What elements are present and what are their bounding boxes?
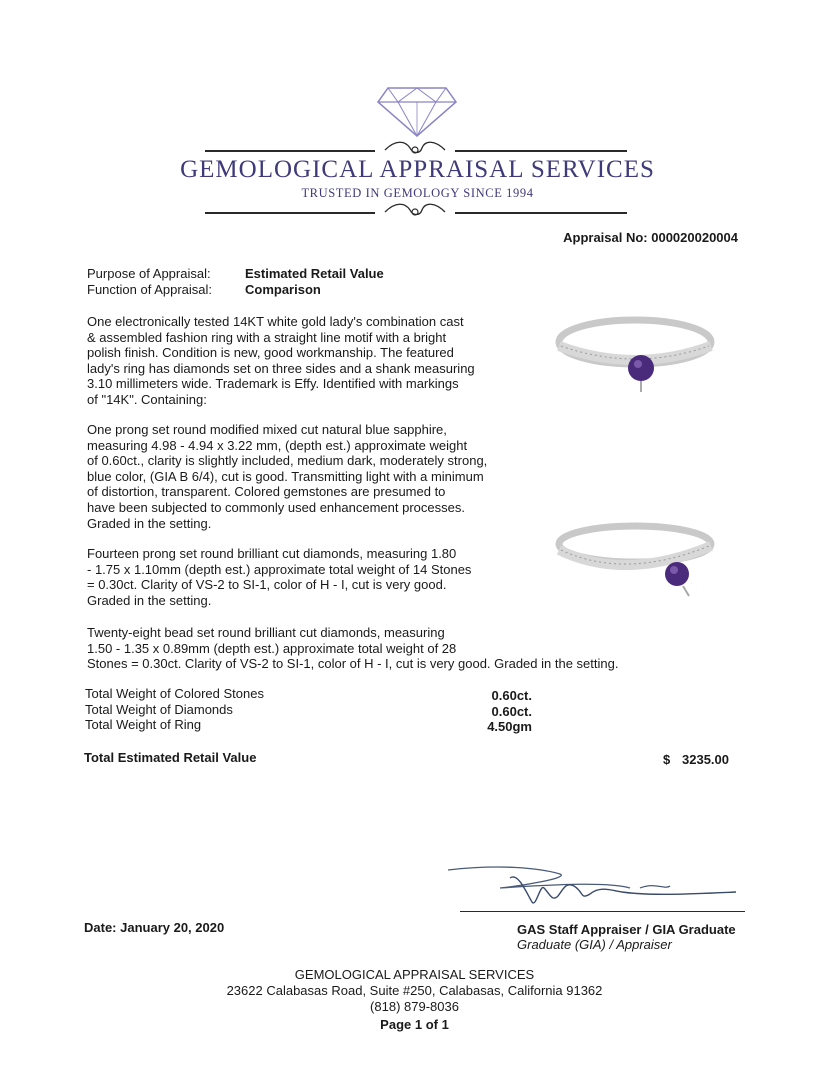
total-ring-weight-label: Total Weight of Ring [85, 717, 202, 732]
header-bottom-rule-right [455, 212, 627, 214]
function-label: Function of Appraisal: [87, 282, 213, 297]
total-value-currency: $ [663, 752, 671, 767]
diamond-logo-icon [376, 86, 458, 138]
total-value-label: Total Estimated Retail Value [84, 750, 257, 765]
bead-diamonds-paragraph: Twenty-eight bead set round brilliant cut diamonds, measuring 1.50 - 1.35 x 0.89mm (depth est.) approximate total weight of 28 Stones = 0.30ct. Clarity of VS-2 to SI-1, color of H - I, cut is very good. Graded in the setting. [87, 625, 619, 672]
total-colored-stones-label: Total Weight of Colored Stones [85, 686, 264, 701]
header-top-rule-right [455, 150, 627, 152]
footer-address: 23622 Calabasas Road, Suite #250, Calabasas, California 91362 [226, 983, 603, 998]
footer-company: GEMOLOGICAL APPRAISAL SERVICES [294, 967, 535, 982]
appraiser-title: GAS Staff Appraiser / GIA Graduate [517, 922, 736, 937]
total-value-amount: 3235.00 [682, 752, 729, 767]
sapphire-paragraph: One prong set round modified mixed cut natural blue sapphire, measuring 4.98 - 4.94 x 3.22 mm, (depth est.) approximate weight of 0.60ct., clarity is slightly included, medium dark, moderately strong, blue color, (GIA B 6/4), cut is good. Transmitting light with a minimum of distortion, transparent. Colored gemstones are presumed to have been subjected to commonly used enhancement processes. Graded in the setting. [87, 422, 488, 531]
function-value: Comparison [245, 282, 321, 297]
description-paragraph: One electronically tested 14KT white gold lady's combination cast & assembled fashion ring with a straight line motif with a bright polish finish. Condition is new, good workmanship. The featured lady's ring has diamonds set on three sides and a shank measuring 3.10 millimeters wide. Trademark is Effy. Identified with markings of "14K". Containing: [87, 314, 475, 407]
brand-tagline: TRUSTED IN GEMOLOGY SINCE 1994 [301, 186, 534, 200]
ring-photo-side [555, 520, 715, 600]
brand-title: GEMOLOGICAL APPRAISAL SERVICES [180, 156, 655, 183]
header-bottom-rule [205, 212, 375, 214]
appraiser-signature [440, 858, 740, 914]
ring-photo-front [555, 312, 715, 392]
ornament-scroll-icon [380, 202, 450, 222]
appraiser-subtitle: Graduate (GIA) / Appraiser [517, 937, 672, 952]
appraisal-date: Date: January 20, 2020 [84, 920, 225, 935]
appraisal-number: Appraisal No: 000020020004 [563, 230, 738, 245]
total-colored-stones-value: 0.60ct. [491, 688, 532, 703]
purpose-value: Estimated Retail Value [245, 266, 384, 281]
footer-page-number: Page 1 of 1 [380, 1017, 449, 1032]
total-diamonds-value: 0.60ct. [491, 704, 532, 719]
purpose-label: Purpose of Appraisal: [87, 266, 211, 281]
total-diamonds-label: Total Weight of Diamonds [85, 702, 233, 717]
footer-phone: (818) 879-8036 [370, 999, 459, 1014]
header-top-rule [205, 150, 375, 152]
total-ring-weight-value: 4.50gm [487, 719, 532, 734]
prong-diamonds-paragraph: Fourteen prong set round brilliant cut diamonds, measuring 1.80 - 1.75 x 1.10mm (depth est.) approximate total weight of 14 Stones = 0.30ct. Clarity of VS-2 to SI-1, color of H - I, cut is very good. Graded in the setting. [87, 546, 472, 608]
signature-line [460, 911, 745, 912]
